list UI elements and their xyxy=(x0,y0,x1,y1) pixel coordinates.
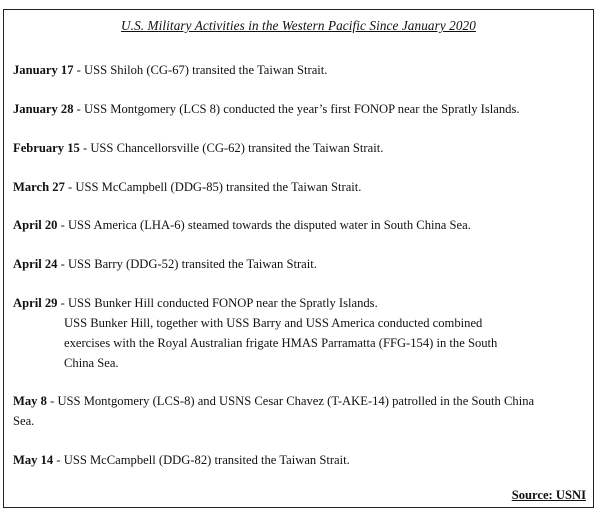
entry-separator: - xyxy=(46,394,58,408)
entry-continuation: China Sea. xyxy=(64,356,119,370)
entry-date: April 24 xyxy=(13,257,58,271)
entry-separator: - xyxy=(53,453,64,467)
entry-separator: - xyxy=(57,257,68,271)
entry-continuation: exercises with the Royal Australian frigate HMAS Parramatta (FFG-154) in the South xyxy=(64,336,498,350)
entry-text: USS Bunker Hill conducted FONOP near the Spratly Islands. xyxy=(67,296,378,310)
entry-date: March 27 xyxy=(13,180,65,194)
entry-separator: - xyxy=(57,218,68,232)
entry-text: USS Montgomery (LCS 8) conducted the year’s first FONOP near the Spratly Islands. xyxy=(84,102,520,116)
entry-text: USS America (LHA-6) steamed towards the disputed water in South China Sea. xyxy=(67,218,471,232)
entry-date: April 20 xyxy=(13,218,58,232)
list-item xyxy=(13,177,585,197)
entry-text: USS Barry (DDG-52) transited the Taiwan Strait. xyxy=(67,257,317,271)
entry-separator: - xyxy=(73,63,85,77)
entry-continuation: Sea. xyxy=(13,414,35,428)
source-credit: Source: USNI xyxy=(511,488,586,502)
entry-text: USS Shiloh (CG-67) transited the Taiwan Strait. xyxy=(84,63,328,77)
entry-separator: - xyxy=(73,102,85,116)
list-item xyxy=(13,254,585,274)
entry-date: May 14 xyxy=(13,453,54,467)
list-item xyxy=(13,391,585,411)
entry-date: January 17 xyxy=(13,63,74,77)
entry-separator: - xyxy=(57,296,68,310)
entry-date: May 8 xyxy=(13,394,47,408)
list-item xyxy=(13,293,585,313)
list-item xyxy=(13,138,585,158)
list-item xyxy=(13,99,585,119)
document-title: U.S. Military Activities in the Western Pacific Since January 2020 xyxy=(121,18,476,33)
entry-separator: - xyxy=(79,141,91,155)
document-frame xyxy=(3,9,594,508)
entry-date: February 15 xyxy=(13,141,80,155)
entry-text: USS Montgomery (LCS-8) and USNS Cesar Chavez (T-AKE-14) patrolled in the South China xyxy=(57,394,535,408)
entry-date: January 28 xyxy=(13,102,74,116)
list-item xyxy=(13,60,585,80)
list-item xyxy=(13,450,585,470)
entry-text: USS McCampbell (DDG-85) transited the Taiwan Strait. xyxy=(75,180,362,194)
entry-continuation: USS Bunker Hill, together with USS Barry and USS America conducted combined xyxy=(64,316,483,330)
list-item xyxy=(13,215,585,235)
entry-text: USS McCampbell (DDG-82) transited the Taiwan Strait. xyxy=(63,453,350,467)
entry-text: USS Chancellorsville (CG-62) transited the Taiwan Strait. xyxy=(90,141,384,155)
entry-separator: - xyxy=(64,180,76,194)
entry-date: April 29 xyxy=(13,296,58,310)
